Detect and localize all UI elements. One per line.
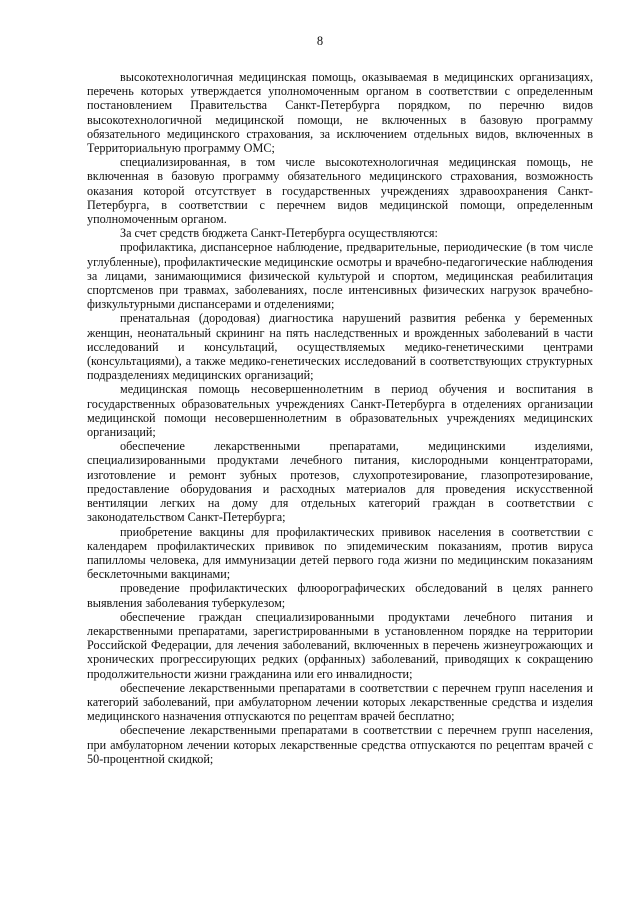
paragraph-high-tech-care: высокотехнологичная медицинская помощь, оказываемая в медицинских организациях, перечень которых утверждается уполномоченным органом в соответствии с определенным постановлением Правительства Санкт-Петербурга порядком, по перечню видов высокотехнологичной медицинской помощи, не включенных в базовую программу обязательного медицинского страхования, за исключением отдельных видов, включенных в Территориальную программу ОМС;: [87, 70, 593, 156]
paragraph-fluorography: проведение профилактических флюорографических обследований в целях раннего выявления заболевания туберкулезом;: [87, 581, 593, 610]
body-text: [87, 70, 593, 766]
page-number: 8: [316, 34, 324, 48]
paragraph-free-prescriptions: обеспечение лекарственными препаратами в соответствии с перечнем групп населения и категорий заболеваний, при амбулаторном лечении которых лекарственные средства и изделия медицинского назначения отпускаются по рецептам врачей бесплатно;: [87, 680, 593, 724]
paragraph-specialized-care: специализированная, в том числе высокотехнологичная медицинская помощь, не включенная в базовую программу обязательного медицинского страхования, возможность оказания которой отсутствует в государственных учреждениях здравоохранения Санкт-Петербурга, в соответствии с перечнем видов медицинской помощи, определенным уполномоченным органом.: [87, 155, 593, 227]
paragraph-budget-heading: За счет средств бюджета Санкт-Петербурга осуществляются:: [120, 226, 438, 241]
paragraph-vaccines: приобретение вакцины для профилактических прививок населения в соответствии с календарем профилактических прививок по эпидемическим показаниям, против вируса папилломы человека, для иммунизации детей первого года жизни по медицинским показаниям бесклеточными вакцинами;: [87, 524, 593, 582]
paragraph-drug-supply: обеспечение лекарственными препаратами, медицинскими изделиями, специализированными продуктами лечебного питания, кислородными концентраторами, изготовление и ремонт зубных протезов, слухопротезирование, глазопротезирование, предоставление оборудования и расходных материалов для проведения искусственной вентиляции легких на дому для отдельных категорий граждан в соответствии с законодательством Санкт-Петербурга;: [87, 439, 593, 525]
paragraph-orphan-diseases: обеспечение граждан специализированными продуктами лечебного питания и лекарственными препаратами, зарегистрированными в установленном порядке на территории Российской Федерации, для лечения заболеваний, включенных в перечень жизнеугрожающих и хронических прогрессирующих редких (орфанных) заболеваний, приводящих к сокращению продолжительности жизни гражданина или его инвалидности;: [87, 609, 593, 681]
paragraph-discount-prescriptions: обеспечение лекарственными препаратами в соответствии с перечнем групп населения, при амбулаторном лечении которых лекарственные средства отпускаются по рецептам врачей с 50-процентной скидкой;: [87, 723, 593, 766]
paragraph-prenatal-diagnostics: пренатальная (дородовая) диагностика нарушений развития ребенка у беременных женщин, неонатальный скрининг на пять наследственных и врожденных заболеваний в части исследований и консультаций, осуществляемых медико-генетическими центрами (консультациями), а также медико-генетических исследований в соответствующих структурных подразделениях медицинских организаций;: [87, 311, 593, 383]
paragraph-prevention: профилактика, диспансерное наблюдение, предварительные, периодические (в том числе углубленные), профилактические медицинские осмотры и врачебно-педагогические наблюдения за лицами, занимающимися физической культурой и спортом, медицинская реабилитация спортсменов при травмах, заболеваниях, после интенсивных физических нагрузок врачебно-физкультурными диспансерами и отделениями;: [87, 240, 593, 312]
paragraph-minors-care: медицинская помощь несовершеннолетним в период обучения и воспитания в государственных образовательных учреждениях Санкт-Петербурга в отделениях организации медицинской помощи несовершеннолетним в образовательных учреждениях медицинских организаций;: [87, 382, 593, 440]
